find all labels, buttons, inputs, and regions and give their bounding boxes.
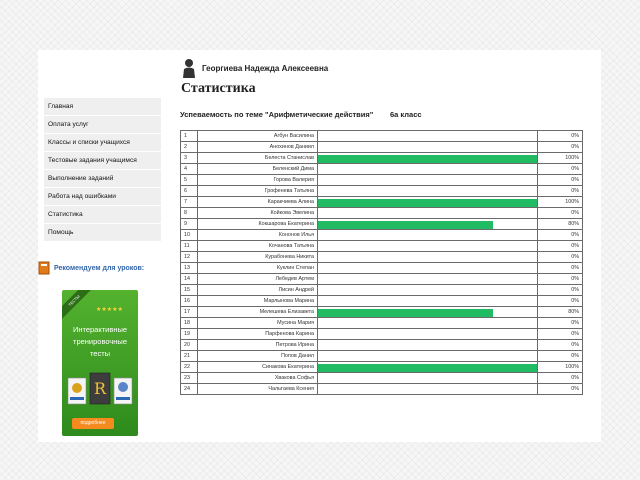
table-row [181, 197, 583, 208]
percent-value: 0% [538, 164, 583, 175]
table-row [181, 186, 583, 197]
progress-cell [318, 153, 538, 164]
stats-table [180, 130, 583, 395]
class-label: 6а класс [390, 110, 422, 119]
student-name: Петрова Ирина [198, 340, 318, 351]
table-row [181, 219, 583, 230]
row-number: 4 [181, 164, 198, 175]
percent-value: 0% [538, 373, 583, 384]
table-row [181, 318, 583, 329]
book-icon [38, 261, 50, 275]
progress-cell [318, 274, 538, 285]
percent-value: 0% [538, 340, 583, 351]
percent-value: 0% [538, 241, 583, 252]
row-number: 13 [181, 263, 198, 274]
stats-subtitle: Успеваемость по теме "Арифметические действия" [180, 110, 374, 119]
sidebar-item-help[interactable]: Помощь [44, 224, 161, 242]
student-name: Койкова Эвелина [198, 208, 318, 219]
student-name: Марлынова Марина [198, 296, 318, 307]
row-number: 6 [181, 186, 198, 197]
sidebar [44, 98, 161, 242]
percent-value: 0% [538, 186, 583, 197]
rating-stars-icon: ★★★★★ [96, 307, 123, 313]
progress-cell [318, 219, 538, 230]
percent-value: 0% [538, 252, 583, 263]
table-row [181, 373, 583, 384]
progress-cell [318, 208, 538, 219]
progress-bar-fill [318, 221, 493, 229]
progress-bar-fill [318, 364, 537, 372]
percent-value: 0% [538, 351, 583, 362]
progress-cell [318, 197, 538, 208]
row-number: 23 [181, 373, 198, 384]
percent-value: 0% [538, 384, 583, 395]
percent-value: 100% [538, 362, 583, 373]
progress-cell [318, 230, 538, 241]
table-row [181, 131, 583, 142]
row-number: 15 [181, 285, 198, 296]
student-name: Каракчиева Алина [198, 197, 318, 208]
sidebar-item-mistakes[interactable]: Работа над ошибками [44, 188, 161, 206]
promo-line: тесты [89, 349, 111, 358]
progress-cell [318, 186, 538, 197]
row-number: 5 [181, 175, 198, 186]
table-row [181, 285, 583, 296]
row-number: 2 [181, 142, 198, 153]
promo-banner[interactable] [62, 290, 138, 436]
student-name: Чальтаева Ксения [198, 384, 318, 395]
row-number: 12 [181, 252, 198, 263]
user-name: Георгиева Надежда Алексеевна [202, 63, 329, 73]
percent-value: 80% [538, 219, 583, 230]
student-name: Грофенева Татьяна [198, 186, 318, 197]
promo-details-button[interactable]: подробнее [72, 418, 114, 429]
student-name: Мелешева Елизавета [198, 307, 318, 318]
student-name: Попов Данил [198, 351, 318, 362]
row-number: 21 [181, 351, 198, 362]
student-name: Анохинов Даниил [198, 142, 318, 153]
row-number: 17 [181, 307, 198, 318]
table-row [181, 384, 583, 395]
row-number: 19 [181, 329, 198, 340]
student-name: Курабонева Никита [198, 252, 318, 263]
progress-bar-fill [318, 309, 493, 317]
row-number: 20 [181, 340, 198, 351]
progress-cell [318, 373, 538, 384]
stats-table-body [181, 131, 583, 395]
percent-value: 0% [538, 131, 583, 142]
progress-cell [318, 307, 538, 318]
student-name: Лебедев Артем [198, 274, 318, 285]
row-number: 3 [181, 153, 198, 164]
student-name: Парфенова Карина [198, 329, 318, 340]
student-name: Агбун Василина [198, 131, 318, 142]
user-header [182, 56, 328, 80]
table-row [181, 252, 583, 263]
table-row [181, 164, 583, 175]
percent-value: 0% [538, 230, 583, 241]
student-name: Лисин Андрей [198, 285, 318, 296]
progress-cell [318, 285, 538, 296]
student-name: Мусина Мария [198, 318, 318, 329]
table-row [181, 230, 583, 241]
svg-text:R: R [94, 379, 107, 398]
promo-text [66, 324, 134, 360]
percent-value: 0% [538, 274, 583, 285]
sidebar-item-statistics[interactable]: Статистика [44, 206, 161, 224]
percent-value: 0% [538, 329, 583, 340]
student-name: Кононов Илья [198, 230, 318, 241]
recommend-text: Рекомендуем для уроков: [54, 264, 145, 272]
percent-value: 100% [538, 197, 583, 208]
progress-cell [318, 362, 538, 373]
sidebar-item-home[interactable]: Главная [44, 98, 161, 116]
percent-value: 0% [538, 296, 583, 307]
row-number: 7 [181, 197, 198, 208]
student-name: Кокшарова Екатерина [198, 219, 318, 230]
student-name: Хвакова Софья [198, 373, 318, 384]
row-number: 18 [181, 318, 198, 329]
progress-cell [318, 340, 538, 351]
row-number: 22 [181, 362, 198, 373]
row-number: 9 [181, 219, 198, 230]
table-row [181, 175, 583, 186]
user-icon [182, 58, 196, 78]
row-number: 24 [181, 384, 198, 395]
row-number: 14 [181, 274, 198, 285]
slide [38, 50, 601, 442]
table-row [181, 329, 583, 340]
table-row [181, 241, 583, 252]
sidebar-item-payment[interactable]: Оплата услуг [44, 116, 161, 134]
row-number: 1 [181, 131, 198, 142]
progress-bar-fill [318, 155, 537, 163]
student-name: Беленский Дима [198, 164, 318, 175]
test-cards-icon [66, 370, 134, 408]
page-title: Статистика [181, 81, 256, 96]
promo-corner-label: ТЕСТЫ [62, 290, 96, 322]
percent-value: 0% [538, 175, 583, 186]
sidebar-item-tests[interactable]: Тестовые задания учащимся [44, 152, 161, 170]
percent-value: 0% [538, 318, 583, 329]
table-row [181, 307, 583, 318]
student-name: Кочанова Татьяна [198, 241, 318, 252]
table-row [181, 274, 583, 285]
student-name: Белеста Станислав [198, 153, 318, 164]
promo-line: тренировочные [73, 337, 127, 346]
student-name: Куклин Степан [198, 263, 318, 274]
sidebar-item-classes[interactable]: Классы и списки учащихся [44, 134, 161, 152]
progress-cell [318, 263, 538, 274]
table-row [181, 208, 583, 219]
row-number: 8 [181, 208, 198, 219]
table-row [181, 351, 583, 362]
progress-cell [318, 329, 538, 340]
table-row [181, 296, 583, 307]
progress-cell [318, 296, 538, 307]
progress-cell [318, 351, 538, 362]
percent-value: 0% [538, 208, 583, 219]
progress-cell [318, 142, 538, 153]
table-row [181, 362, 583, 373]
percent-value: 80% [538, 307, 583, 318]
progress-cell [318, 384, 538, 395]
table-row [181, 263, 583, 274]
sidebar-item-completion[interactable]: Выполнение заданий [44, 170, 161, 188]
promo-line: Интерактивные [72, 325, 128, 334]
progress-cell [318, 252, 538, 263]
progress-cell [318, 318, 538, 329]
progress-bar-fill [318, 199, 537, 207]
progress-cell [318, 164, 538, 175]
percent-value: 0% [538, 285, 583, 296]
row-number: 16 [181, 296, 198, 307]
table-row [181, 340, 583, 351]
progress-cell [318, 241, 538, 252]
percent-value: 100% [538, 153, 583, 164]
row-number: 10 [181, 230, 198, 241]
percent-value: 0% [538, 263, 583, 274]
table-row [181, 153, 583, 164]
student-name: Синакова Екатерина [198, 362, 318, 373]
progress-cell [318, 131, 538, 142]
student-name: Горова Валерия [198, 175, 318, 186]
progress-cell [318, 175, 538, 186]
recommend-heading [38, 261, 161, 275]
row-number: 11 [181, 241, 198, 252]
percent-value: 0% [538, 142, 583, 153]
table-row [181, 142, 583, 153]
